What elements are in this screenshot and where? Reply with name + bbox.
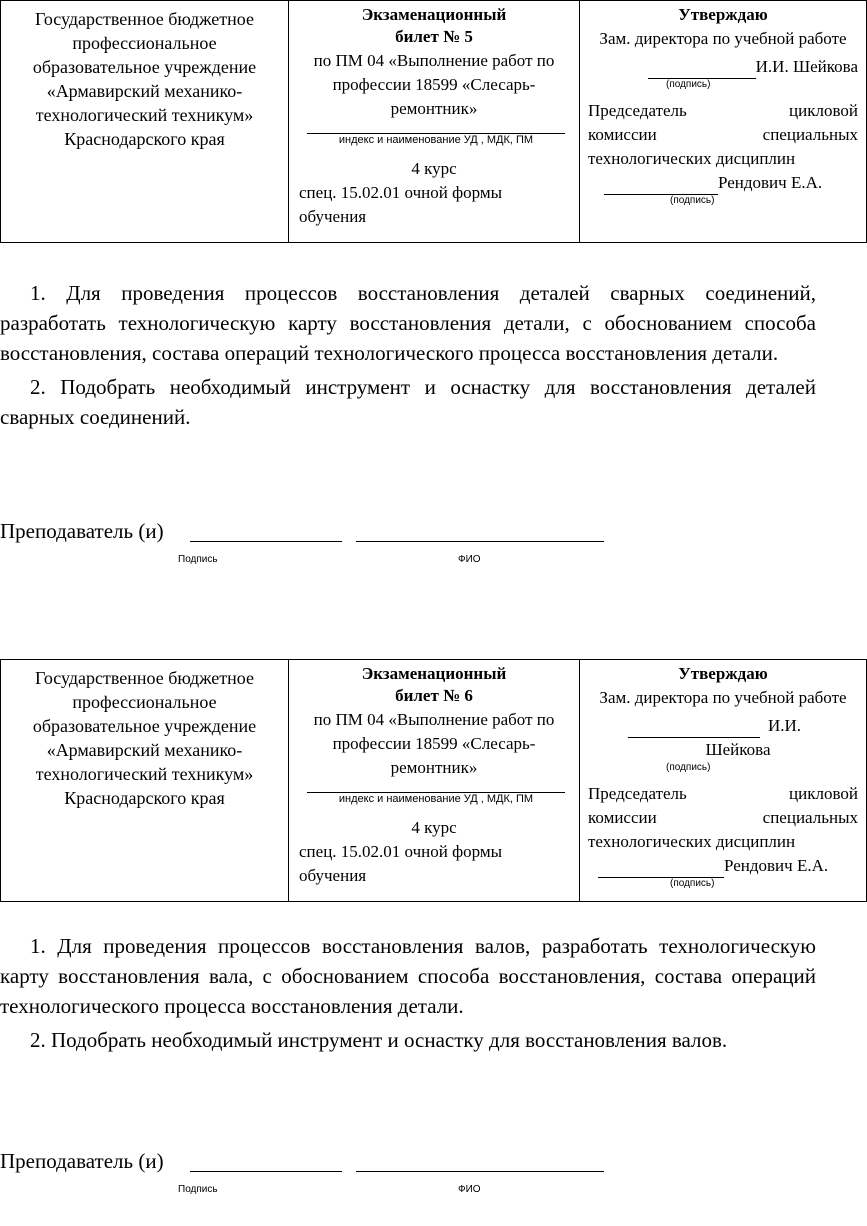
teacher-sign-caption: Подпись [178,1184,218,1195]
teacher-label: Преподаватель (и) [0,1149,164,1173]
course: 4 курс [411,818,457,837]
institution-cell [1,660,289,902]
index-caption: индекс и наименование УД , МДК, ПМ [338,793,534,805]
task-item-2: 2. Подобрать необходимый инструмент и оснастку для восстановления деталей сварных соединений. [0,375,816,429]
approval-cell [580,660,867,902]
approve-heading: Утверждаю [678,5,768,24]
module-text: по ПМ 04 «Выполнение работ по профессии 18599 «Слесарь-ремонтник» [313,710,555,777]
chair-sign-row [588,171,858,195]
chair-line1: Председатель цикловой [588,101,858,120]
task-list [0,278,816,432]
ticket-info-cell [289,660,580,902]
specialty: спец. 15.02.01 очной формы обучения [299,183,503,226]
ticket-header-table [0,659,867,902]
deputy-sign-row [588,55,858,79]
approval-cell [580,1,867,243]
teacher-fio-blank [356,1171,604,1172]
index-caption: индекс и наименование УД , МДК, ПМ [338,134,534,146]
chair-name: Рендович Е.А. [724,856,829,875]
deputy-sign-blank [628,719,760,738]
institution-name: Государственное бюджетное профессиональное образовательное учреждение «Армавирский механико-технологический техникум» Краснодарского края [32,668,257,808]
teacher-signature-row [0,518,816,565]
task-item-2: 2. Подобрать необходимый инструмент и оснастку для восстановления валов. [30,1028,728,1052]
deputy-title: Зам. директора по учебной работе [599,29,847,48]
task-item-1: 1. Для проведения процессов восстановления деталей сварных соединений, разработать технологическую карту восстановления детали, с обоснованием способа восстановления, состава операций технологического процесса восстановления детали. [0,281,816,365]
chair-line2: комиссии специальных [588,125,858,144]
teacher-sign-blank [190,541,342,542]
deputy-name-surname: Шейкова [705,740,771,759]
deputy-name: И.И. Шейкова [755,57,858,76]
chair-sign-caption: (подпись) [670,195,715,206]
chair-sign-row [588,854,858,878]
deputy-name-initials: И.И. [768,716,802,735]
teacher-fio-caption: ФИО [458,554,481,565]
ticket-number: билет № 6 [395,686,473,705]
ticket-title-line1: Экзаменационный [361,664,507,683]
exam-ticket-6 [0,659,858,1195]
course: 4 курс [411,159,457,178]
teacher-sign-blank [190,1171,342,1172]
chair-line2: комиссии специальных [588,808,858,827]
teacher-fio-blank [356,541,604,542]
ticket-header-table [0,0,867,243]
chair-line1: Председатель цикловой [588,784,858,803]
approve-heading: Утверждаю [678,664,768,683]
exam-ticket-5 [0,0,858,565]
institution-name: Государственное бюджетное профессиональное образовательное учреждение «Армавирский механико-технологический техникум» Краснодарского края [32,9,257,149]
task-item-1: 1. Для проведения процессов восстановления валов, разработать технологическую карту восстановления вала, с обоснованием способа восстановления, состава операций технологического процесса восстановления детали. [0,934,816,1018]
ticket-title-line1: Экзаменационный [361,5,507,24]
institution-cell [1,1,289,243]
deputy-sign-caption: (подпись) [666,762,711,773]
chair-name: Рендович Е.А. [718,173,823,192]
teacher-fio-caption: ФИО [458,1184,481,1195]
chair-line3: технологических дисциплин [588,149,796,168]
ticket-info-cell [289,1,580,243]
deputy-sign-blank [648,60,756,79]
deputy-title: Зам. директора по учебной работе [599,688,847,707]
ticket-number: билет № 5 [395,27,473,46]
chair-sign-caption: (подпись) [670,878,715,889]
task-list [0,931,816,1055]
teacher-signature-row [0,1148,816,1195]
deputy-sign-row [588,714,858,738]
module-text: по ПМ 04 «Выполнение работ по профессии 18599 «Слесарь-ремонтник» [313,51,555,118]
chair-sign-blank [598,859,724,878]
chair-sign-blank [604,176,718,195]
deputy-sign-caption: (подпись) [666,79,711,90]
teacher-sign-caption: Подпись [178,554,218,565]
specialty: спец. 15.02.01 очной формы обучения [299,842,503,885]
teacher-label: Преподаватель (и) [0,519,164,543]
chair-line3: технологических дисциплин [588,832,796,851]
